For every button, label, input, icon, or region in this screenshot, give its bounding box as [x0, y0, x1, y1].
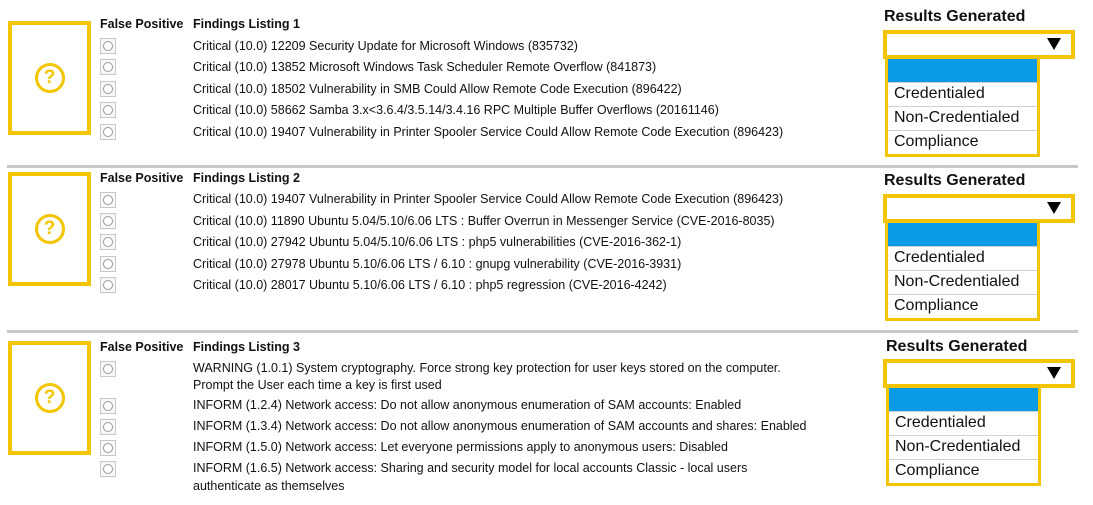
dropdown-options-list	[885, 223, 1040, 321]
radio-circle	[103, 443, 113, 453]
false-positive-header: False Positive	[100, 340, 184, 354]
false-positive-radio[interactable]	[100, 124, 116, 140]
false-positive-radio[interactable]	[100, 234, 116, 250]
finding-item: Critical (10.0) 19407 Vulnerability in Printer Spooler Service Could Allow Remote Code Execution (896423)	[193, 125, 784, 139]
radio-circle	[103, 195, 113, 205]
false-positive-radio[interactable]	[100, 59, 116, 75]
finding-item: INFORM (1.6.5) Network access: Sharing and security model for local accounts Classic - local users	[193, 461, 748, 475]
findings-listing-title: Findings Listing 1	[193, 17, 300, 31]
dropdown-option-compliance[interactable]: Compliance	[889, 459, 1038, 483]
false-positive-radio[interactable]	[100, 440, 116, 456]
false-positive-radio[interactable]	[100, 213, 116, 229]
caret-down-icon	[1047, 38, 1061, 50]
radio-circle	[103, 62, 113, 72]
findings-listing-title: Findings Listing 2	[193, 171, 300, 185]
results-generated-title: Results Generated	[884, 8, 1026, 25]
radio-circle	[103, 401, 113, 411]
dropdown-option-blank-selected[interactable]	[889, 388, 1038, 411]
radio-circle	[103, 364, 113, 374]
caret-down-icon	[1047, 367, 1061, 379]
finding-item: INFORM (1.3.4) Network access: Do not allow anonymous enumeration of SAM accounts and shares: Enabled	[193, 419, 807, 433]
radio-circle	[103, 464, 113, 474]
findings-listing-title: Findings Listing 3	[193, 340, 300, 354]
finding-item: INFORM (1.5.0) Network access: Let everyone permissions apply to anonymous users: Disabled	[193, 440, 728, 454]
false-positive-radio[interactable]	[100, 419, 116, 435]
section-divider	[7, 330, 1078, 333]
finding-item: Critical (10.0) 12209 Security Update for Microsoft Windows (835732)	[193, 39, 578, 53]
dropdown-option-blank-selected[interactable]	[888, 223, 1037, 246]
false-positive-radio[interactable]	[100, 192, 116, 208]
radio-circle	[103, 237, 113, 247]
finding-item: Critical (10.0) 27978 Ubuntu 5.10/6.06 LTS / 6.10 : gnupg vulnerability (CVE-2016-3931)	[193, 257, 682, 271]
dropdown-option-blank-selected[interactable]	[888, 59, 1037, 82]
false-positive-header: False Positive	[100, 17, 184, 31]
finding-item: Critical (10.0) 13852 Microsoft Windows Task Scheduler Remote Overflow (841873)	[193, 60, 657, 74]
results-generated-dropdown[interactable]	[883, 359, 1075, 388]
radio-circle	[103, 259, 113, 269]
false-positive-radio[interactable]	[100, 38, 116, 54]
false-positive-radio[interactable]	[100, 102, 116, 118]
false-positive-header: False Positive	[100, 171, 184, 185]
dropdown-options-list	[885, 59, 1040, 157]
dropdown-option-non-credentialed[interactable]: Non-Credentialed	[889, 435, 1038, 459]
question-mark-circle-icon: ?	[35, 383, 65, 413]
false-positive-radio[interactable]	[100, 398, 116, 414]
dropdown-option-credentialed[interactable]: Credentialed	[888, 246, 1037, 270]
radio-circle	[103, 105, 113, 115]
radio-circle	[103, 216, 113, 226]
radio-circle	[103, 127, 113, 137]
radio-circle	[103, 41, 113, 51]
finding-item-continuation: Prompt the User each time a key is first used	[193, 378, 442, 392]
false-positive-radio[interactable]	[100, 361, 116, 377]
answer-drop-target[interactable]	[8, 172, 91, 286]
answer-drop-target[interactable]	[8, 341, 91, 455]
finding-item: Critical (10.0) 18502 Vulnerability in SMB Could Allow Remote Code Execution (896422)	[193, 82, 682, 96]
results-generated-dropdown[interactable]	[883, 30, 1075, 59]
radio-circle	[103, 422, 113, 432]
radio-circle	[103, 84, 113, 94]
question-mark-circle-icon: ?	[35, 63, 65, 93]
false-positive-radio[interactable]	[100, 256, 116, 272]
dropdown-option-non-credentialed[interactable]: Non-Credentialed	[888, 106, 1037, 130]
answer-drop-target[interactable]	[8, 21, 91, 135]
caret-down-icon	[1047, 202, 1061, 214]
finding-item: Critical (10.0) 27942 Ubuntu 5.04/5.10/6.06 LTS : php5 vulnerabilities (CVE-2016-362-1)	[193, 235, 682, 249]
section-divider	[7, 165, 1078, 168]
false-positive-radio[interactable]	[100, 277, 116, 293]
finding-item: Critical (10.0) 58662 Samba 3.x<3.6.4/3.5.14/3.4.16 RPC Multiple Buffer Overflows (20161146)	[193, 103, 719, 117]
finding-item-continuation: authenticate as themselves	[193, 479, 345, 493]
finding-item: Critical (10.0) 28017 Ubuntu 5.10/6.06 LTS / 6.10 : php5 regression (CVE-2016-4242)	[193, 278, 667, 292]
finding-item: Critical (10.0) 19407 Vulnerability in Printer Spooler Service Could Allow Remote Code Execution (896423)	[193, 192, 784, 206]
dropdown-option-non-credentialed[interactable]: Non-Credentialed	[888, 270, 1037, 294]
finding-item: Critical (10.0) 11890 Ubuntu 5.04/5.10/6.06 LTS : Buffer Overrun in Messenger Service (CVE-2016-8035)	[193, 214, 775, 228]
dropdown-option-compliance[interactable]: Compliance	[888, 130, 1037, 154]
dropdown-options-list	[886, 388, 1041, 486]
radio-circle	[103, 280, 113, 290]
false-positive-radio[interactable]	[100, 461, 116, 477]
results-generated-dropdown[interactable]	[883, 194, 1075, 223]
dropdown-option-compliance[interactable]: Compliance	[888, 294, 1037, 318]
finding-item: INFORM (1.2.4) Network access: Do not allow anonymous enumeration of SAM accounts: Enabled	[193, 398, 742, 412]
false-positive-radio[interactable]	[100, 81, 116, 97]
dropdown-option-credentialed[interactable]: Credentialed	[888, 82, 1037, 106]
finding-item: WARNING (1.0.1) System cryptography. Force strong key protection for user keys stored on the computer.	[193, 361, 781, 375]
results-generated-title: Results Generated	[886, 338, 1028, 355]
dropdown-option-credentialed[interactable]: Credentialed	[889, 411, 1038, 435]
question-mark-circle-icon: ?	[35, 214, 65, 244]
results-generated-title: Results Generated	[884, 172, 1026, 189]
